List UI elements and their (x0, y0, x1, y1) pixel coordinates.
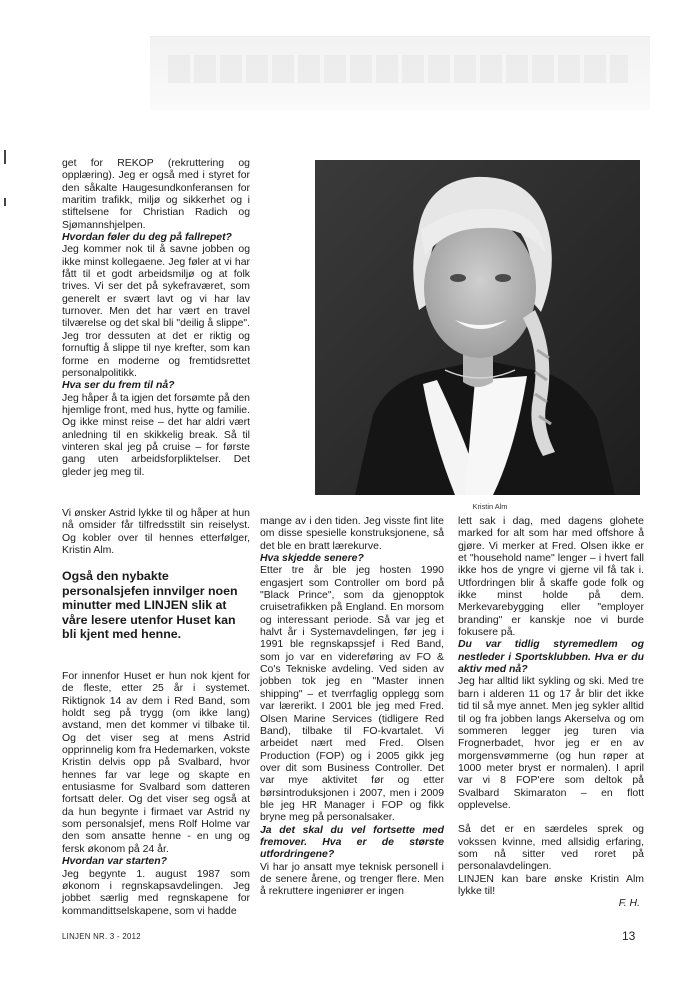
interview-question: Hva ser du frem til nå? (62, 380, 175, 392)
interview-question: Du var tidlig styremedlem og nestleder i Sportsklubben. Hva er du aktiv med nå? (458, 639, 644, 676)
article-column-2 (260, 516, 444, 899)
lead-paragraph: Også den nybakte personalsjefen innvilger noen minutter med LINJEN slik at våre lesere utenfor Huset kan bli kjent med henne. (62, 569, 238, 641)
paragraph: Etter tre år ble jeg hosten 1990 engasjert som Controller om bord på "Black Prince", som da gjenopptok cruisetrafikken på England. En morsom og interessant periode. Så var jeg et halvt år i Systemavdelingen, før jeg i 1991 ble regnskapssjef i Red Band, som jo var en videreføring av FO & Co's Tekniske avdeling. Ved siden av jobben tok jeg en "Master innen shipping" – et tverrfaglig opplegg som var lærerikt. I 2001 ble jeg med Fred. Olsen Marine Services (tidligere Red Band), tilbake til FO-kvartalet. Vi arbeidet nært med Fred. Olsen Production (FOP) og i 2005 gikk jeg over dit som Business Controller. Det var mye aktivitet før og etter børsintroduksjonen i 2007, men i 2009 ble jeg HR Manager i FOP og fikk bryne meg på personalsaker. (260, 565, 444, 824)
page-edge-mark (4, 150, 6, 164)
paragraph: Så det er en særdeles sprek og vokssen kvinne, med allsidig erfaring, som nå sitter ved roret på personalavdelingen. (458, 824, 644, 873)
paragraph: Jeg har alltid likt sykling og ski. Med tre barn i alderen 11 og 17 år blir det ikke tid til så mye annet. Men jeg sykler alltid til og fra jobben langs Akerselva og om sommeren legger jeg turen via Frognerbadet, hvor jeg er en av morgensvømmerne (og hun røper at 1000 meter bryst er normalen). I april var vi 8 FOP'ere som deltok på Svalbard Skimaraton – en flott opplevelse. (458, 676, 644, 811)
interview-question: Hvordan var starten? (62, 856, 167, 868)
paragraph: lett sak i dag, med dagens glohete marked for alt som har med offshore å gjøre. Vi merker at Fred. Olsen ikke er et "household name" lenger – i hvert fall ikke hos de yngre vi gjerne vil få tak i. Utfordringen blir å skaffe gode folk og ikke minst holde på dem. Merkevarebygging eller "employer branding" er kanskje noe vi burde fokusere på. (458, 516, 644, 639)
article-column-1-middle (62, 508, 250, 641)
paragraph: Jeg begynte 1. august 1987 som økonom i regnskapsavdelingen. Jeg jobbet særlig med regnskapene for kommandittselskapene, som vi hadde (62, 868, 250, 917)
paragraph: Vi ønsker Astrid lykke til og håper at hun nå omsider får tilfredsstilt sin reiselyst. Og kobler over til hennes etterfølger, Kristin Alm. (62, 508, 250, 557)
interview-question: Hva skjedde senere? (260, 553, 364, 565)
header-banner-faded-title (168, 55, 628, 83)
paragraph: get for REKOP (rekruttering og opplæring). Jeg er også med i styret for den såkalte Haugesundkonferansen for maritim trafikk, miljø og sikkerhet og i stiftelsene for Christian Radich og Sjømannshjelpen. (62, 158, 250, 231)
page-edge-mark (4, 198, 6, 206)
photo-caption: Kristin Alm (472, 502, 508, 511)
footer-issue: LINJEN NR. 3 - 2012 (62, 932, 141, 941)
article-column-3 (458, 516, 644, 911)
paragraph: Jeg håper å ta igjen det forsømte på den hjemlige front, med hus, hytte og familie. Og ikke minst reise – det har aldri vært anledning til en skikkelig break. Så til vinteren skal jeg på cruise – for første gang uten arbeidsforpliktelser. Det gleder jeg meg til. (62, 392, 250, 478)
paragraph: Jeg kommer nok til å savne jobben og ikke minst kollegaene. Jeg føler at vi har fått til et godt arbeidsmiljø og at folk trives. Vi ser det på sykefraværet, som generelt er svært lavt og vi har lav turnover. Men det har vært en travel tilværelse og det skal bli "deilig å slippe". Jeg tror dessuten at det er riktig og fornuftig å slippe til nye krefter, som kan forme en moderne og fremtidsrettet personalpolitikk. (62, 244, 250, 379)
portrait-illustration (315, 160, 640, 495)
interview-question: Ja det skal du vel fortsette med fremover. Hva er de største utfordringene? (260, 824, 444, 861)
header-banner (150, 36, 650, 110)
page-number: 13 (622, 929, 636, 943)
paragraph: For innenfor Huset er hun nok kjent for de fleste, etter 25 år i systemet. Riktignok 14 av dem i Red Band, som holdt seg på trygg (om ikke lang) avstand, men det kommer vi tilbake til. Og det viser seg at mens Astrid opprinnelig kom fra Hedemarken, vokste Kristin delvis opp på Svalbard, hvor hennes far var lege og skapte en entusiasme for Svalbard som datteren fortsatt deler. Og det viser seg også at da hun begynte i firmaet var Astrid ny som personalsjef, mens Rolf Holme var den som ansatte henne - en ung og fersk økonom på 24 år. (62, 671, 250, 855)
article-column-1-bottom (62, 671, 250, 918)
author-initials: F. H. (618, 898, 640, 910)
article-column-1-top (62, 158, 250, 479)
interview-question: Hvordan føler du deg på fallrepet? (62, 232, 232, 244)
paragraph: mange av i den tiden. Jeg visste fint lite om disse spesielle konstruksjonene, så det ble en bratt lærekurve. (260, 516, 444, 552)
portrait-photo (315, 160, 640, 495)
paragraph: Vi har jo ansatt mye teknisk personell i de senere årene, og trenger flere. Men å rekruttere ingeniører er ingen (260, 861, 444, 898)
paragraph: LINJEN kan bare ønske Kristin Alm lykke til! (458, 873, 644, 897)
